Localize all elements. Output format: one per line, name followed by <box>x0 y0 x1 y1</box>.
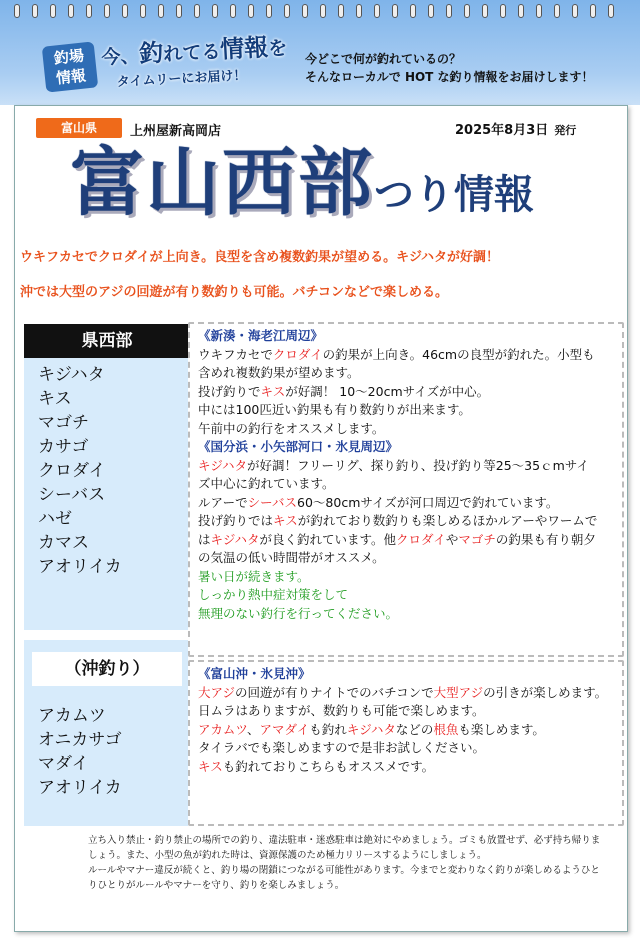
safety-note: 無理のない釣行を行ってください。 <box>198 605 399 621</box>
binder-ring <box>14 4 20 18</box>
tagline-part-1: 今、 <box>100 44 141 69</box>
binder-ring <box>176 4 182 18</box>
safety-note: しっかり熱中症対策をして <box>198 587 349 602</box>
fish-item: カマス <box>38 533 89 553</box>
tagline-sub: タイムリーにお届け！ <box>116 68 247 91</box>
report-line: 中には100匹近い釣果も有り数釣りが出来ます。 <box>198 402 471 417</box>
issued-label: 発行 <box>554 124 577 137</box>
fish-item: マダイ <box>38 754 89 774</box>
binder-ring <box>122 4 128 18</box>
fish-item: マゴチ <box>38 413 89 433</box>
page-subtitle: つり情報 <box>374 172 534 218</box>
binder-ring <box>266 4 272 18</box>
fish-item: キジハタ <box>38 365 105 385</box>
binder-ring <box>248 4 254 18</box>
report-line: 大アジの回遊が有りナイトでのバチコンで大型アジの引きが楽しめます。 <box>198 684 608 700</box>
binder-ring <box>104 4 110 18</box>
report-line: キジハタが好調！フリーリグ、探り釣り、投げ釣り等25～35ｃmサイ <box>198 457 589 473</box>
binder-ring <box>518 4 524 18</box>
binder-ring <box>32 4 38 18</box>
binder-ring <box>590 4 596 18</box>
page-title: 富山西部 <box>70 140 374 226</box>
prefecture-badge: 富山県 <box>36 118 122 138</box>
fish-item: クロダイ <box>38 461 106 481</box>
logo <box>42 41 99 92</box>
report-line: ルアーでシーバス60～80cmサイズが河口周辺で釣れています。 <box>198 494 559 510</box>
binder-ring <box>302 4 308 18</box>
issue-date <box>455 119 576 138</box>
report-line: はキジハタが良く釣れています。他クロダイやマゴチの釣果も有り朝夕 <box>198 531 596 547</box>
fish-item: アオリイカ <box>38 778 122 798</box>
sidebar-offshore-heading: （沖釣り） <box>32 652 182 686</box>
binder-ring <box>356 4 362 18</box>
report-line: 日ムラはありますが、数釣りも可能で楽しめます。 <box>198 703 485 718</box>
binder-ring <box>464 4 470 18</box>
binder-ring <box>392 4 398 18</box>
report-panel-offshore <box>188 660 624 826</box>
date-text: 2025年8月3日 <box>455 123 549 138</box>
logo-line-1: 釣場 <box>53 46 85 68</box>
binder-ring <box>536 4 542 18</box>
report-line: 含めれ複数釣果が望めます。 <box>198 365 360 380</box>
binder-ring <box>338 4 344 18</box>
tagline-big-1: 釣 <box>138 38 165 68</box>
binder-ring <box>212 4 218 18</box>
binder-ring <box>284 4 290 18</box>
binder-ring <box>572 4 578 18</box>
footer-notes <box>88 833 608 893</box>
report-line: の気温の低い時間帯がオススメ。 <box>198 550 385 565</box>
lead-line-1: 今どこで何が釣れているの？ <box>305 52 462 66</box>
report-line: 午前中の釣行をオススメします。 <box>198 420 385 436</box>
fish-item: シーバス <box>38 485 106 505</box>
binder-ring <box>608 4 614 18</box>
fish-item: ハゼ <box>38 509 72 529</box>
binder-ring <box>500 4 506 18</box>
area-heading: 《富山沖・氷見沖》 <box>198 666 311 681</box>
tagline <box>101 33 290 97</box>
report-line: アカムツ、アマダイも釣れキジハタなどの根魚も楽しめます。 <box>198 721 545 737</box>
binder-ring <box>482 4 488 18</box>
sidebar-west <box>24 324 188 630</box>
note-line: しょう。また、小型の魚が釣れた時は、資源保護のため極力リリースするようにしましょう。 <box>88 850 487 861</box>
fish-item: キス <box>38 389 72 409</box>
report-panel-west <box>188 322 624 657</box>
fish-item: アオリイカ <box>38 557 122 577</box>
fish-item: カサゴ <box>38 437 89 457</box>
sidebar-offshore <box>24 640 188 826</box>
binder-ring <box>194 4 200 18</box>
report-line: キスも釣れておりこちらもオススメです。 <box>198 758 435 774</box>
binder-ring <box>230 4 236 18</box>
tagline-big-2: 情報 <box>219 33 269 64</box>
headline-1: ウキフカセでクロダイが上向き。良型を含め複数釣果が望める。キジハタが好調！ <box>20 250 500 265</box>
report-line: ズ中心に釣れています。 <box>198 476 335 491</box>
binder-ring <box>68 4 74 18</box>
fish-item: オニカサゴ <box>38 730 122 750</box>
report-line: 投げ釣りではキスが釣れており数釣りも楽しめるほかルアーやワームで <box>198 513 598 528</box>
binder-ring <box>446 4 452 18</box>
binder-ring <box>320 4 326 18</box>
note-line: りひとりがルールやマナーを守り、釣りを楽しみましょう。 <box>88 880 345 891</box>
binder-ring <box>554 4 560 18</box>
shop-name: 上州屋新高岡店 <box>130 124 222 139</box>
binder-ring <box>140 4 146 18</box>
area-heading: 《新湊・海老江周辺》 <box>198 328 324 343</box>
binder-ring <box>428 4 434 18</box>
logo-line-2: 情報 <box>55 66 87 88</box>
headline-2: 沖では大型のアジの回遊が有り数釣りも可能。バチコンなどで楽しめる。 <box>20 285 448 300</box>
lead-text <box>305 50 594 86</box>
report-line: 投げ釣りでキスが好調！ 10～20cmサイズが中心。 <box>198 383 490 399</box>
tagline-part-3: を <box>267 37 288 61</box>
lead-line-2: そんなローカルで HOT な釣り情報をお届けします！ <box>305 70 594 84</box>
binder-ring <box>50 4 56 18</box>
sidebar-west-heading: 県西部 <box>24 324 190 358</box>
tagline-part-2: れてる <box>162 40 221 66</box>
area-heading: 《国分浜・小矢部河口・氷見周辺》 <box>198 439 399 454</box>
binder-ring <box>158 4 164 18</box>
binder-ring <box>374 4 380 18</box>
safety-note: 暑い日が続きます。 <box>198 568 310 584</box>
report-line: ウキフカセでクロダイの釣果が上向き。46cmの良型が釣れた。小型も <box>198 346 595 362</box>
note-line: 立ち入り禁止・釣り禁止の場所での釣り、違法駐車・迷惑駐車は絶対にやめましょう。ゴミも放置せず、必ず持ち帰りま <box>88 835 601 846</box>
fish-item: アカムツ <box>38 706 106 726</box>
binder-ring <box>86 4 92 18</box>
report-line: タイラバでも楽しめますので是非お試しください。 <box>198 740 486 755</box>
binder-rings <box>14 4 626 18</box>
binder-ring <box>410 4 416 18</box>
note-line: ルールやマナー違反が続くと、釣り場の閉鎖につながる可能性があります。今までと変わりなく釣りが楽しめるようひと <box>88 865 600 876</box>
